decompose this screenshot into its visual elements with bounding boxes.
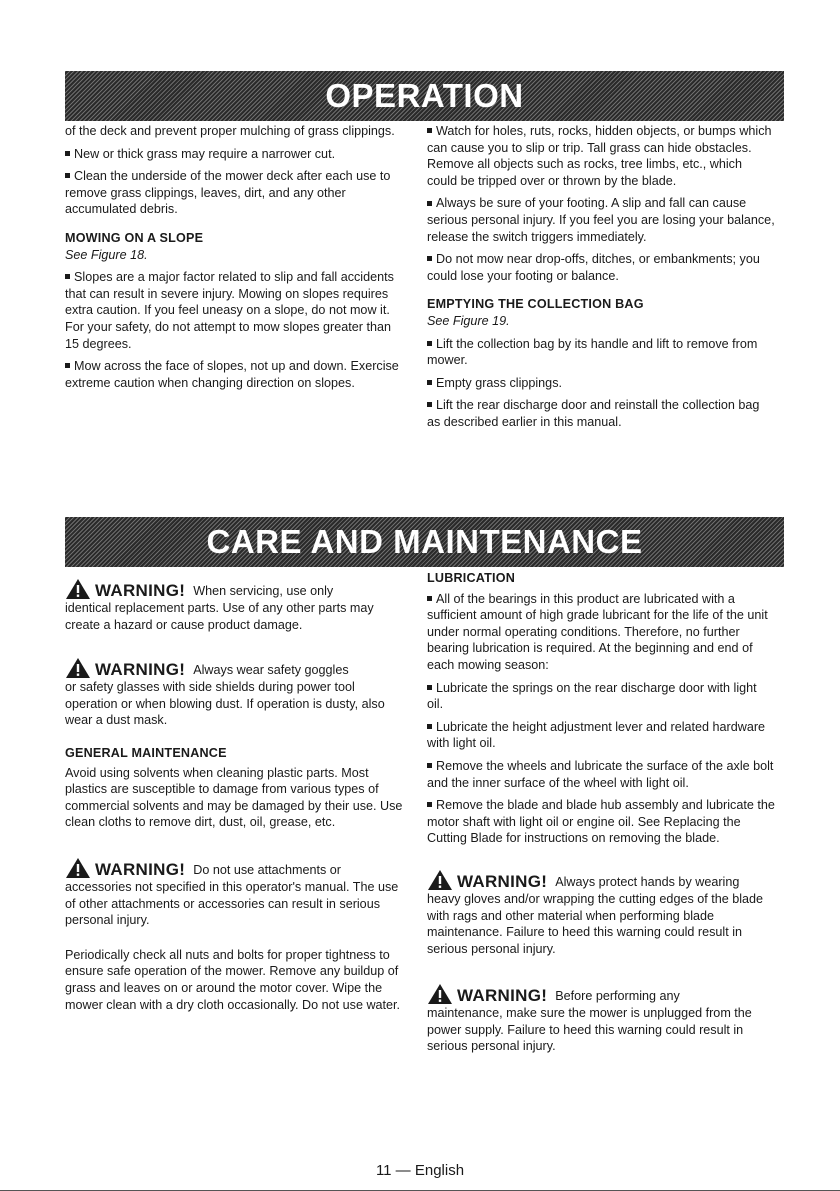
warning-block (427, 983, 775, 1055)
slope-heading: MOWING ON A SLOPE (65, 230, 204, 245)
lube-bullet: Remove the blade and blade hub assembly and lubricate the motor shaft with light oil or engine oil. See Replacing the Cutting Blade for instructions on removing the blade. (427, 798, 775, 846)
care-title: CARE AND MAINTENANCE (206, 523, 643, 560)
bullet-square-icon (427, 380, 432, 385)
operation-intro: of the deck and prevent proper mulching of grass clippings. (65, 124, 395, 138)
lube-bullet: Lubricate the height adjustment lever and related hardware with light oil. (427, 719, 766, 751)
lube-bullet: All of the bearings in this product are lubricated with a sufficient amount of high grade lubricant for the life of the unit under normal operating conditions. Therefore, no further bearing lubrication is required. At the beginning and end of each mowing season: (427, 591, 768, 672)
warning-block (427, 869, 775, 957)
lube-bullet: Lubricate the springs on the rear discharge door with light oil. (427, 680, 757, 712)
warning-block (65, 657, 410, 729)
bullet-square-icon (65, 151, 70, 156)
bullet-square-icon (65, 173, 70, 178)
warning-triangle-icon (65, 657, 91, 679)
warning-lead-text: Do not use attachments or (193, 862, 341, 877)
operation-bullet: Always be sure of your footing. A slip and fall can cause serious personal injury. If you feel you are losing your balance, release the switch triggers immediately. (427, 196, 775, 244)
operation-left-column (65, 123, 407, 397)
warning-label: WARNING! (95, 660, 186, 680)
bullet-square-icon (427, 685, 432, 690)
bullet-square-icon (427, 402, 432, 407)
warning-lead-text: Always wear safety goggles (193, 663, 349, 678)
warning-label: WARNING! (457, 871, 548, 891)
warning-label: WARNING! (95, 581, 186, 600)
bullet-square-icon (427, 341, 432, 346)
bullet-square-icon (65, 274, 70, 279)
general-maintenance-text: Avoid using solvents when cleaning plastic parts. Most plastics are susceptible to damage from various types of commercial solvents and may be damaged by their use. Use clean cloths to remove dirt, dust, oil, grease, etc. (65, 765, 403, 830)
operation-title: OPERATION (325, 77, 524, 114)
bag-figure-ref: See Figure 19. (427, 313, 510, 328)
warning-triangle-icon (427, 983, 453, 1005)
lubrication-heading: LUBRICATION (427, 571, 516, 585)
bag-heading: EMPTYING THE COLLECTION BAG (427, 297, 644, 312)
slope-bullet: Mow across the face of slopes, not up and down. Exercise extreme caution when changing direction on slopes. (65, 359, 399, 390)
operation-bullet: Clean the underside of the mower deck after each use to remove grass clippings, leaves, dirt, and any other accumulated debris. (65, 169, 391, 217)
operation-banner (65, 71, 784, 121)
bag-bullet: Lift the collection bag by its handle and lift to remove from mower. (427, 336, 758, 368)
operation-right-column (427, 123, 775, 437)
warning-triangle-icon (65, 578, 91, 600)
warning-triangle-icon (65, 857, 91, 879)
bullet-square-icon (427, 596, 432, 601)
warning-block (65, 857, 410, 929)
warning-label: WARNING! (95, 859, 186, 879)
warning-body: maintenance, make sure the mower is unplugged from the power supply. Failure to heed this warning could result in serious personal injury. (427, 1006, 752, 1054)
care-banner (65, 517, 784, 567)
warning-lead-text: When servicing, use only (193, 584, 334, 598)
bag-bullet: Empty grass clippings. (427, 375, 775, 392)
general-maintenance-heading: GENERAL MAINTENANCE (65, 745, 227, 760)
warning-label: WARNING! (457, 986, 548, 1006)
operation-bullet: Do not mow near drop-offs, ditches, or embankments; you could lose your footing or balance. (427, 252, 760, 283)
care-right-column (427, 570, 775, 1061)
lube-bullet: Remove the wheels and lubricate the surface of the axle bolt and the inner surface of the wheel with light oil. (427, 758, 774, 790)
operation-bullet: New or thick grass may require a narrower cut. (65, 146, 407, 163)
warning-body: or safety glasses with side shields during power tool operation or when blowing dust. If operation is dusty, also wear a dust mask. (65, 680, 385, 728)
warning-block (65, 578, 410, 633)
bullet-square-icon (427, 802, 432, 807)
bullet-square-icon (427, 763, 432, 768)
page-footer: 11 — English (375, 1162, 465, 1179)
bullet-square-icon (427, 128, 432, 133)
warning-lead-text: Before performing any (555, 989, 680, 1004)
slope-figure-ref: See Figure 18. (65, 247, 148, 262)
warning-body: accessories not specified in this operator's manual. The use of other attachments or accessories can result in serious personal injury. (65, 879, 399, 928)
bullet-square-icon (427, 256, 432, 261)
bullet-square-icon (427, 201, 432, 206)
operation-bullet: Watch for holes, ruts, rocks, hidden objects, or bumps which can cause you to slip or trip. Tall grass can hide obstacles. Remove all objects such as rocks, tree limbs, etc., which could be tripped over or thrown by the blade. (427, 124, 772, 188)
warning-body: identical replacement parts. Use of any other parts may create a hazard or cause product damage. (65, 601, 374, 632)
warning-lead-text: Always protect hands by wearing (555, 874, 740, 889)
warning-body: heavy gloves and/or wrapping the cutting edges of the blade with rags and other material when performing blade maintenance. Failure to heed this warning could result in serious personal injury. (427, 891, 764, 956)
periodic-check-text: Periodically check all nuts and bolts for proper tightness to ensure safe operation of the mower. Remove any buildup of grass and leaves on or around the motor cover. Wipe the mower clean with a dry cloth occasionally. Do not use water. (65, 947, 401, 1012)
bullet-square-icon (65, 363, 70, 368)
bullet-square-icon (427, 724, 432, 729)
care-left-column (65, 578, 410, 1019)
bag-bullet: Lift the rear discharge door and reinstall the collection bag as described earlier in this manual. (427, 398, 760, 429)
slope-bullet: Slopes are a major factor related to slip and fall accidents that can result in severe injury. Mowing on slopes requires extra caution. If you feel uneasy on a slope, do not mow it. For your safety, do not attempt to mow slopes greater than 15 degrees. (65, 270, 394, 351)
warning-triangle-icon (427, 869, 453, 891)
